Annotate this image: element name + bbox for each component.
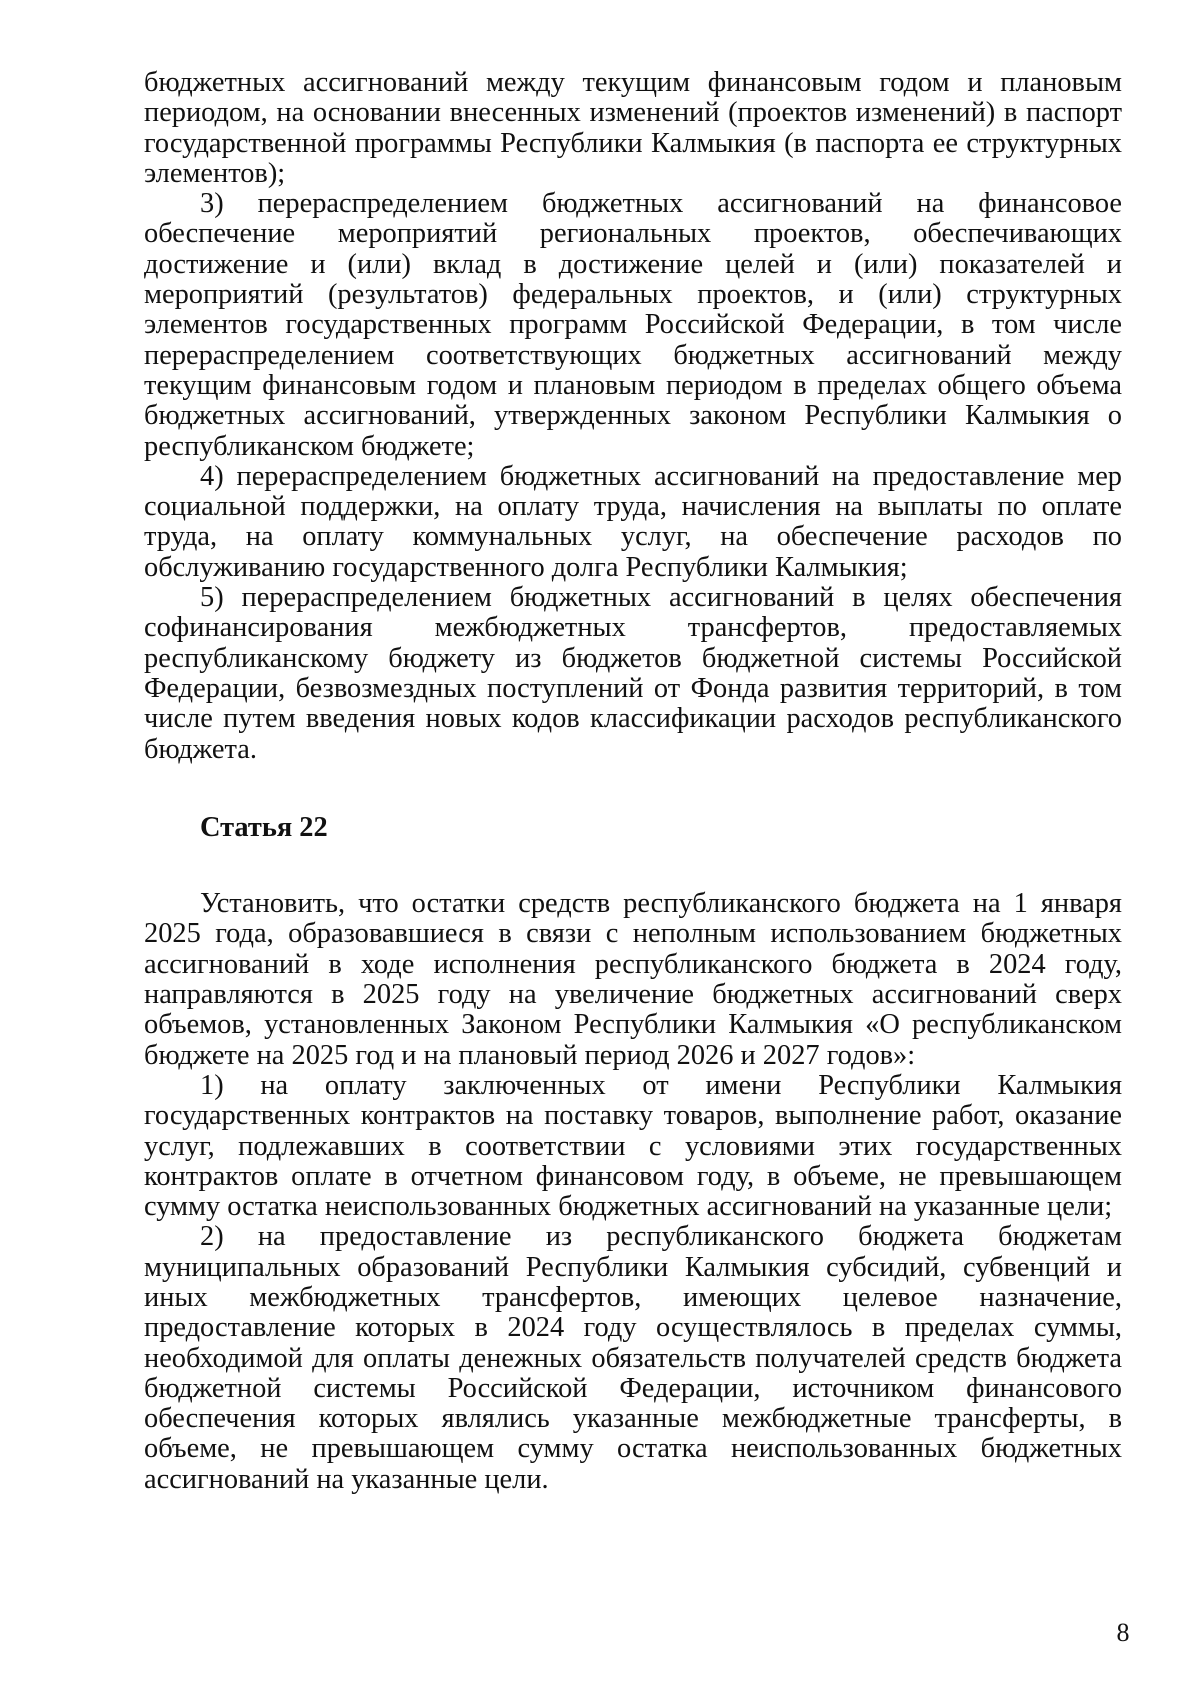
page-number: 8 bbox=[1116, 1618, 1130, 1647]
article-heading: Статья 22 bbox=[200, 811, 328, 843]
document-body bbox=[144, 68, 1122, 1495]
spacer bbox=[144, 765, 1122, 813]
paragraph-item-3: 3) перераспределением бюджетных ассигнований на финансовое обеспечение мероприятий региональных проектов, обеспечивающих достижение и (или) вклад в достижение целей и (или) показателей и мероприятий (результатов) федеральных проектов, и (или) структурных элементов государственных программ Российской Федерации, в том числе перераспределением соответствующих бюджетных ассигнований между текущим финансовым годом и плановым периодом в пределах общего объема бюджетных ассигнований, утвержденных законом Республики Калмыкия о республиканском бюджете; bbox=[144, 188, 1122, 462]
article-22-item-1: 1) на оплату заключенных от имени Республики Калмыкия государственных контрактов на поставку товаров, выполнение работ, оказание услуг, подлежавших в соответствии с условиями этих государственных контрактов оплате в отчетном финансовом году, в объеме, не превышающем сумму остатка неиспользованных бюджетных ассигнований на указанные цели; bbox=[144, 1069, 1122, 1223]
paragraph-item-5: 5) перераспределением бюджетных ассигнований в целях обеспечения софинансирования межбюджетных трансфертов, предоставляемых республиканскому бюджету из бюджетов бюджетной системы Российской Федерации, безвозмездных поступлений от Фонда развития территорий, в том числе путем введения новых кодов классификации расходов республиканского бюджета. bbox=[144, 582, 1122, 765]
paragraph-item-4: 4) перераспределением бюджетных ассигнований на предоставление мер социальной поддержки, на оплату труда, начисления на выплаты по оплате труда, на оплату коммунальных услуг, на обеспечение расходов по обслуживанию государственного долга Республики Калмыкия; bbox=[144, 460, 1122, 583]
article-22-lead: Установить, что остатки средств республиканского бюджета на 1 января 2025 года, образовавшиеся в связи с неполным использованием бюджетных ассигнований в ходе исполнения республиканского бюджета в 2024 году, направляются в 2025 году на увеличение бюджетных ассигнований сверх объемов, установленных Законом Республики Калмыкия «О республиканском бюджете на 2025 год и на плановый период 2026 и 2027 годов»: bbox=[144, 888, 1122, 1071]
spacer bbox=[144, 843, 1122, 889]
paragraph-continuation: бюджетных ассигнований между текущим финансовым годом и плановым периодом, на основании внесенных изменений (проектов изменений) в паспорт государственной программы Республики Калмыкия (в паспорта ее структурных элементов); bbox=[144, 67, 1122, 189]
article-22-item-2: 2) на предоставление из республиканского бюджета бюджетам муниципальных образований Республики Калмыкия субсидий, субвенций и иных межбюджетных трансфертов, имеющих целевое назначение, предоставление которых в 2024 году осуществлялось в пределах суммы, необходимой для оплаты денежных обязательств получателей средств бюджета бюджетной системы Российской Федерации, источником финансового обеспечения которых являлись указанные межбюджетные трансферты, в объеме, не превышающем сумму остатка неиспользованных бюджетных ассигнований на указанные цели. bbox=[144, 1221, 1122, 1495]
